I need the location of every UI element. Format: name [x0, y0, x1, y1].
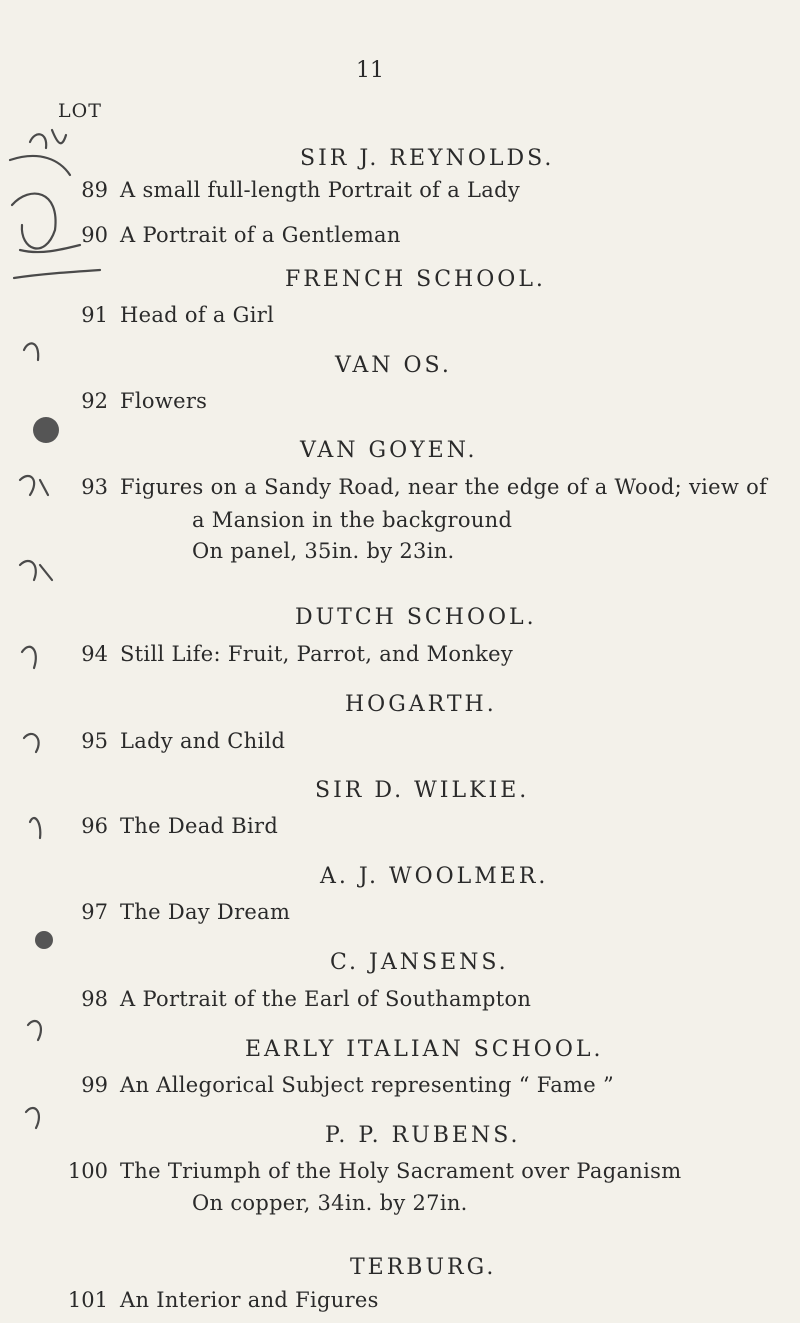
lot-title: Still Life: Fruit, Parrot, and Monkey	[120, 642, 514, 666]
lot-number: 89	[81, 178, 108, 202]
artist-heading: VAN GOYEN.	[300, 438, 478, 463]
artist-heading: HOGARTH.	[345, 692, 497, 717]
lot-title: An Interior and Figures	[120, 1288, 379, 1312]
artist-heading: C. JANSENS.	[330, 950, 509, 975]
artist-heading: VAN OS.	[335, 353, 452, 378]
lot-title: The Dead Bird	[120, 814, 279, 838]
artist-heading: EARLY ITALIAN SCHOOL.	[245, 1037, 604, 1062]
lot-title: Head of a Girl	[120, 303, 275, 327]
lot-title: An Allegorical Subject representing “ Fame ”	[120, 1073, 615, 1097]
lot-number: 96	[81, 814, 108, 838]
lot-number: 98	[81, 987, 108, 1011]
artist-heading: SIR D. WILKIE.	[315, 778, 530, 803]
lot-number: 99	[81, 1073, 108, 1097]
artist-heading: DUTCH SCHOOL.	[295, 605, 537, 630]
lot-title: Lady and Child	[120, 729, 286, 753]
lot-title: A small full-length Portrait of a Lady	[120, 178, 520, 202]
lot-title: Flowers	[120, 389, 208, 413]
lot-title-continued: a Mansion in the background	[192, 508, 513, 532]
lot-note: On panel, 35in. by 23in.	[192, 539, 455, 563]
lot-number: 94	[81, 642, 108, 666]
lot-number: 100	[67, 1159, 108, 1183]
lot-note: On copper, 34in. by 27in.	[192, 1191, 468, 1215]
artist-heading: A. J. WOOLMER.	[320, 864, 549, 889]
lot-title: Figures on a Sandy Road, near the edge of a Wood; view of	[120, 475, 768, 499]
lot-column-header: LOT	[58, 100, 102, 122]
artist-heading: FRENCH SCHOOL.	[285, 267, 546, 292]
lot-title: A Portrait of the Earl of Southampton	[120, 987, 532, 1011]
lot-number: 97	[81, 900, 108, 924]
lot-title: A Portrait of a Gentleman	[120, 223, 401, 247]
page-number: 11	[356, 58, 384, 83]
lot-number: 101	[67, 1288, 108, 1312]
artist-heading: TERBURG.	[350, 1255, 497, 1280]
artist-heading: SIR J. REYNOLDS.	[300, 146, 555, 171]
lot-number: 95	[81, 729, 108, 753]
lot-title: The Triumph of the Holy Sacrament over Paganism	[120, 1159, 682, 1183]
artist-heading: P. P. RUBENS.	[325, 1123, 521, 1148]
lot-number: 90	[81, 223, 108, 247]
lot-title: The Day Dream	[120, 900, 291, 924]
lot-number: 93	[81, 475, 108, 499]
lot-number: 91	[81, 303, 108, 327]
lot-number: 92	[81, 389, 108, 413]
